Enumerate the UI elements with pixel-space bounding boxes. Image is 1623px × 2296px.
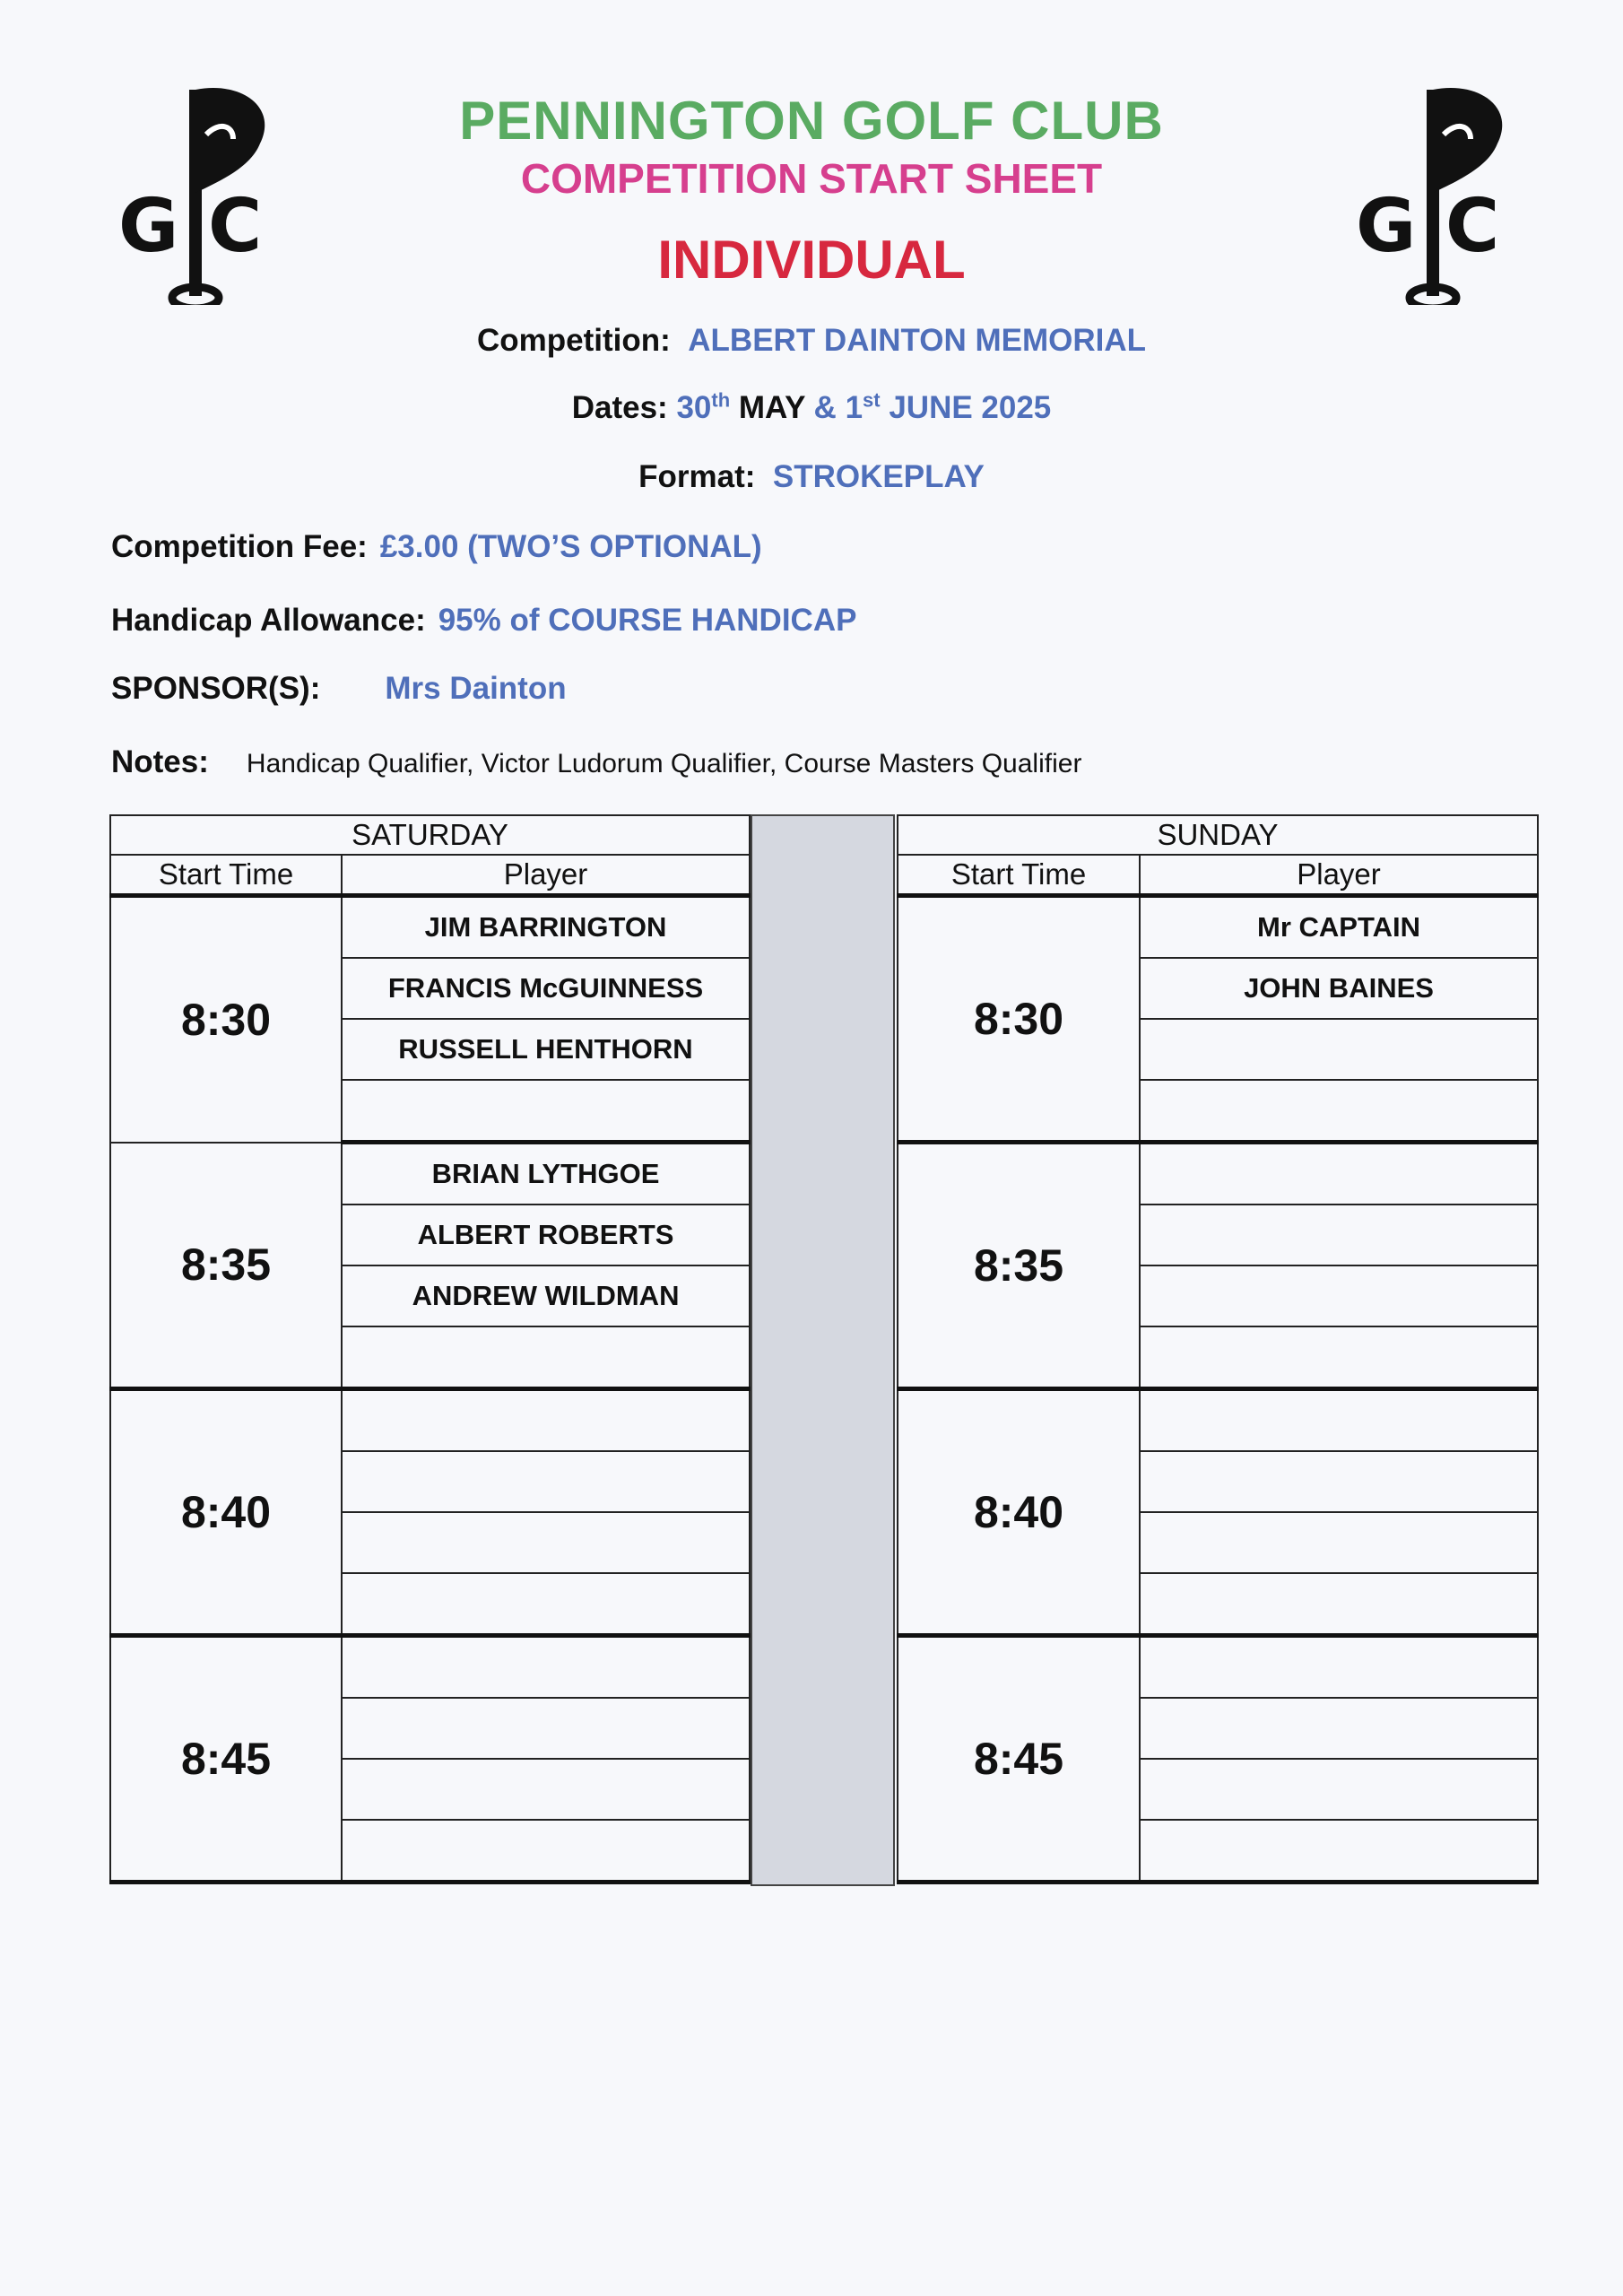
player-slot[interactable] (1140, 1636, 1538, 1699)
date1-suffix: th (711, 388, 731, 412)
table-row (898, 896, 1538, 959)
sponsor-line (111, 671, 567, 707)
player-slot[interactable]: BRIAN LYTHGOE (342, 1143, 750, 1205)
player-slot[interactable] (1140, 1265, 1538, 1326)
player-slot[interactable] (1140, 1205, 1538, 1265)
svg-text:G: G (1356, 184, 1417, 269)
day-divider-band (751, 814, 895, 1886)
handicap-line (111, 603, 856, 639)
start-time-cell: 8:30 (110, 896, 342, 1143)
svg-text:C: C (1445, 184, 1500, 269)
date2-suffix: st (863, 388, 881, 412)
player-slot[interactable] (342, 1698, 750, 1759)
saturday-header: SATURDAY (110, 815, 750, 855)
notes-label: Notes: (111, 744, 209, 779)
competition-label: Competition: (477, 323, 671, 358)
player-slot[interactable] (342, 1820, 750, 1883)
start-time-cell: 8:35 (898, 1143, 1140, 1389)
start-time-header: Start Time (898, 855, 1140, 896)
handicap-label: Handicap Allowance: (111, 603, 426, 638)
start-time-cell: 8:45 (898, 1636, 1140, 1883)
sheet-title: COMPETITION START SHEET (520, 155, 1103, 202)
player-slot[interactable] (1140, 1820, 1538, 1883)
competition-line (0, 323, 1623, 359)
date2-rest: JUNE 2025 (889, 390, 1052, 425)
format-line (0, 459, 1623, 495)
player-slot[interactable] (1140, 1512, 1538, 1573)
start-time-cell: 8:40 (110, 1389, 342, 1636)
start-time-cell: 8:40 (898, 1389, 1140, 1636)
notes-line (111, 744, 1081, 780)
notes-value: Handicap Qualifier, Victor Ludorum Qualifier, Course Masters Qualifier (246, 749, 1082, 778)
sunday-header: SUNDAY (898, 815, 1538, 855)
competition-type: INDIVIDUAL (657, 230, 966, 290)
player-header: Player (342, 855, 750, 896)
player-slot[interactable]: JIM BARRINGTON (342, 896, 750, 959)
player-slot[interactable]: ALBERT ROBERTS (342, 1205, 750, 1265)
date2-day: 1 (845, 390, 864, 425)
date1-month: MAY (738, 390, 805, 425)
player-slot[interactable] (342, 1451, 750, 1512)
player-slot[interactable] (1140, 1451, 1538, 1512)
player-slot[interactable] (342, 1326, 750, 1389)
format-label: Format: (638, 459, 756, 494)
start-time-cell: 8:45 (110, 1636, 342, 1883)
svg-text:G: G (118, 184, 179, 269)
player-slot[interactable]: FRANCIS McGUINNESS (342, 958, 750, 1019)
player-slot[interactable] (342, 1080, 750, 1143)
date1-day: 30 (676, 390, 712, 425)
svg-text:C: C (208, 184, 263, 269)
format-value: STROKEPLAY (772, 459, 985, 494)
saturday-start-table (109, 814, 751, 1884)
player-slot[interactable]: JOHN BAINES (1140, 958, 1538, 1019)
sponsor-label: SPONSOR(S): (111, 671, 321, 706)
start-time-cell: 8:30 (898, 896, 1140, 1143)
player-slot[interactable]: Mr CAPTAIN (1140, 896, 1538, 959)
sponsor-value: Mrs Dainton (385, 671, 567, 706)
competition-value: ALBERT DAINTON MEMORIAL (688, 323, 1146, 358)
player-header: Player (1140, 855, 1538, 896)
player-slot[interactable] (1140, 1143, 1538, 1205)
table-row (898, 1389, 1538, 1452)
handicap-value: 95% of COURSE HANDICAP (438, 603, 857, 638)
start-time-cell: 8:35 (110, 1143, 342, 1389)
fee-line (111, 529, 762, 565)
club-name: PENNINGTON GOLF CLUB (459, 91, 1164, 151)
table-row (110, 1389, 750, 1452)
dates-label: Dates: (571, 390, 668, 425)
table-row (898, 1636, 1538, 1699)
player-slot[interactable] (342, 1573, 750, 1636)
player-slot[interactable] (342, 1636, 750, 1699)
player-slot[interactable] (1140, 1573, 1538, 1636)
date-join: & (813, 390, 837, 425)
player-slot[interactable]: ANDREW WILDMAN (342, 1265, 750, 1326)
player-slot[interactable] (1140, 1759, 1538, 1820)
start-time-header: Start Time (110, 855, 342, 896)
table-row (110, 1143, 750, 1205)
sunday-start-table (897, 814, 1539, 1884)
table-row (110, 896, 750, 959)
player-slot[interactable] (1140, 1019, 1538, 1080)
table-row (898, 1143, 1538, 1205)
table-row (110, 1636, 750, 1699)
player-slot[interactable] (1140, 1326, 1538, 1389)
player-slot[interactable] (342, 1512, 750, 1573)
fee-label: Competition Fee: (111, 529, 368, 564)
player-slot[interactable] (342, 1759, 750, 1820)
dates-line (0, 390, 1623, 426)
player-slot[interactable] (1140, 1698, 1538, 1759)
player-slot[interactable]: RUSSELL HENTHORN (342, 1019, 750, 1080)
player-slot[interactable] (1140, 1080, 1538, 1143)
player-slot[interactable] (1140, 1389, 1538, 1452)
player-slot[interactable] (342, 1389, 750, 1452)
fee-value: £3.00 (TWO’S OPTIONAL) (379, 529, 762, 564)
